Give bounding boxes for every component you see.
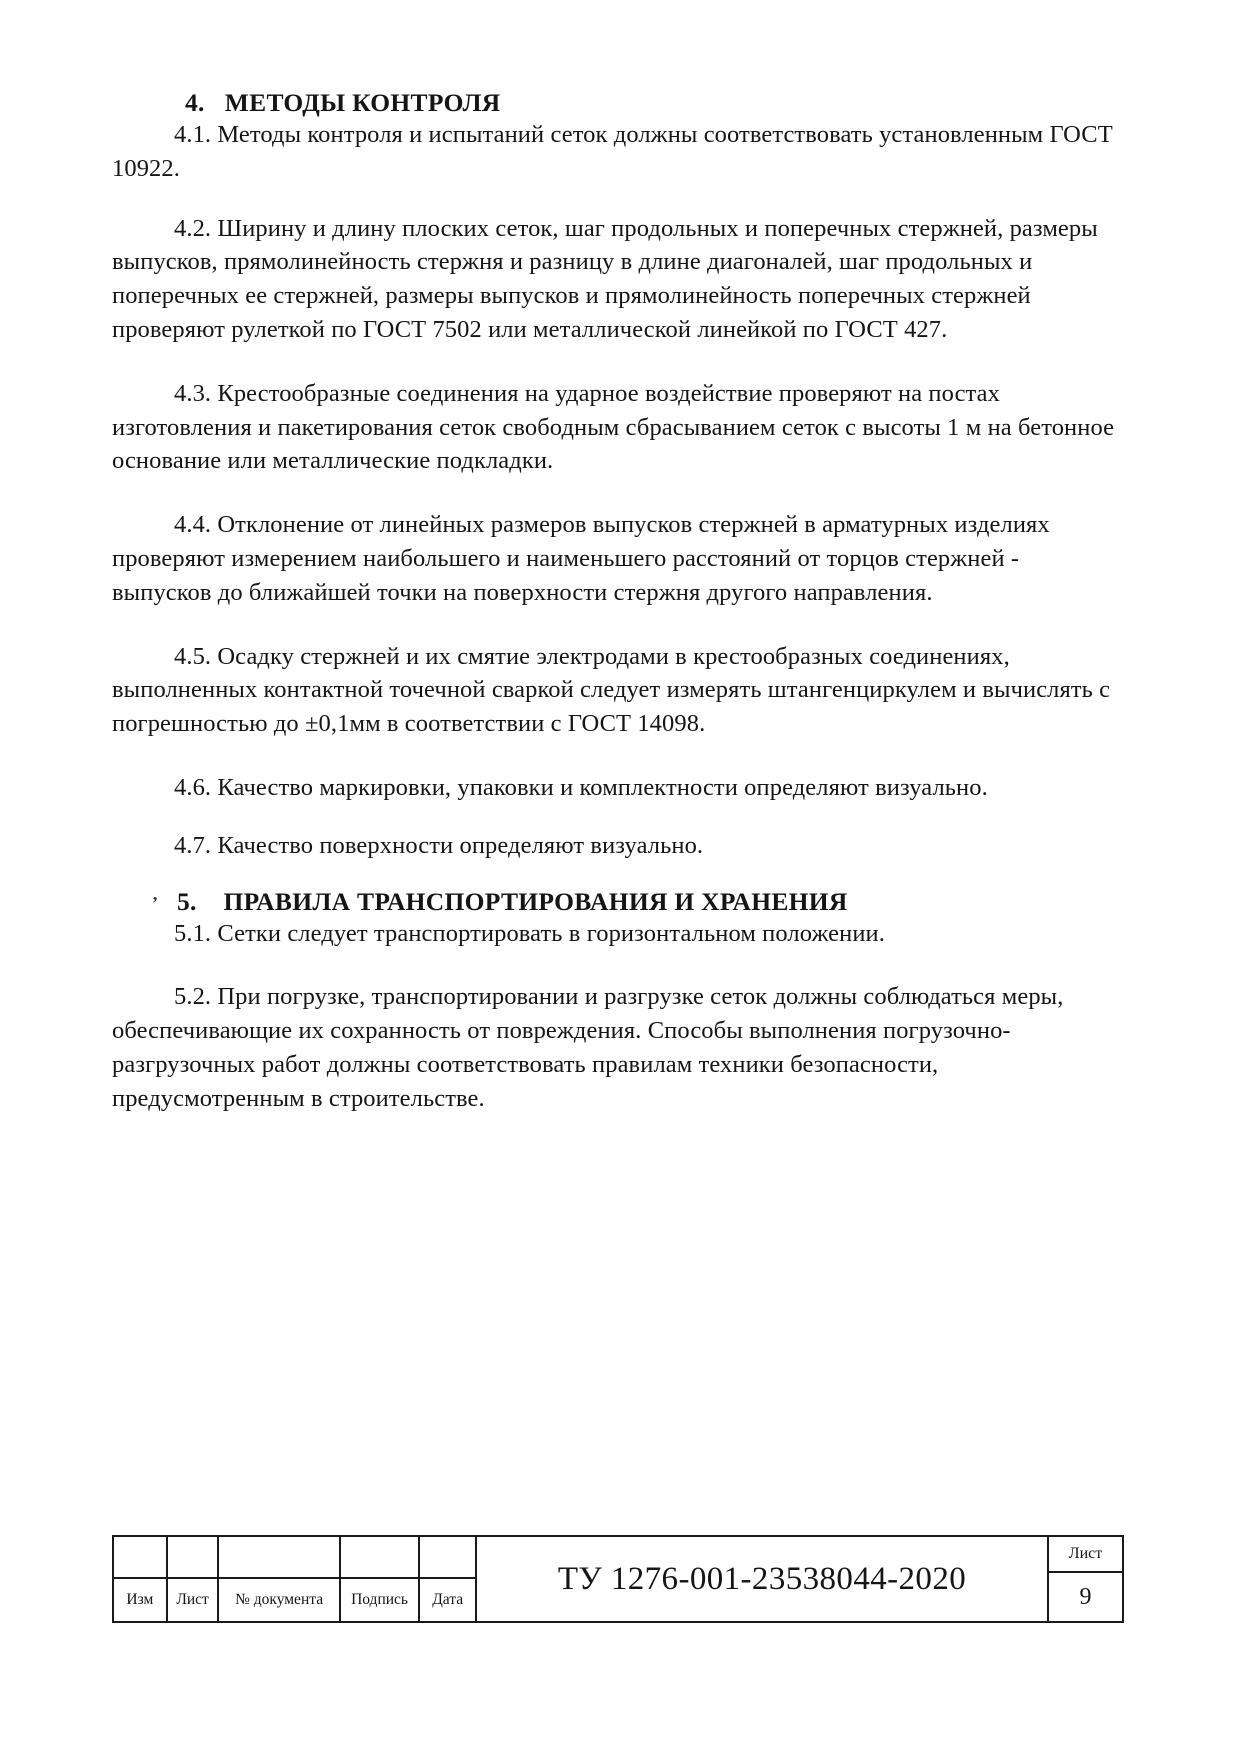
stamp-empty-cell-izm — [114, 1537, 168, 1577]
section-5-title: ПРАВИЛА ТРАНСПОРТИРОВАНИЯ И ХРАНЕНИЯ — [223, 886, 848, 916]
paragraph-4-2: 4.2. Ширину и длину плоских сеток, шаг продольных и поперечных стержней, размеры выпусков, прямолинейность стержня и разницу в длине диагоналей, шаг продольных и поперечных ее стержней, размеры выпусков и прямолинейность поперечных стержней проверяют рулеткой по ГОСТ 7502 или металлической линейкой по ГОСТ 427. — [112, 214, 1098, 343]
section-heading-4 — [112, 88, 1122, 118]
section-4-number: 4. — [185, 88, 205, 117]
document-body — [112, 88, 1122, 1142]
stamp-header-document: № документа — [219, 1579, 340, 1621]
paragraph-4-4: 4.4. Отклонение от линейных размеров выпусков стержней в арматурных изделиях проверяют измерением наибольшего и наименьшего расстояний от торцов стержней - выпусков до ближайшей точки на поверхности стержня другого направления. — [112, 511, 1050, 606]
stamp-empty-row — [114, 1537, 475, 1579]
sheet-block — [1049, 1537, 1122, 1621]
section-5-number: 5. — [177, 886, 197, 916]
stamp-empty-cell-date — [420, 1537, 475, 1577]
stamp-header-signature: Подпись — [341, 1579, 421, 1621]
paragraph-4-1: 4.1. Методы контроля и испытаний сеток должны соответствовать установленным ГОСТ 10922. — [112, 121, 1113, 182]
section-4-title: МЕТОДЫ КОНТРОЛЯ — [224, 88, 501, 117]
stamp-columns-group — [114, 1537, 477, 1621]
sheet-number: 9 — [1079, 1583, 1092, 1610]
paragraph-4-7: 4.7. Качество поверхности определяют визуально. — [174, 831, 704, 859]
title-block-stamp — [112, 1535, 1124, 1623]
paragraph-5-2: 5.2. При погрузке, транспортировании и разгрузке сеток должны соблюдаться меры, обеспечивающие их сохранность от повреждения. Способы выполнения погрузочно-разгрузочных работ должны соответствовать правилам техники безопасности, предусмотренным в строительстве. — [112, 983, 1064, 1112]
stamp-empty-cell-signature — [341, 1537, 421, 1577]
paragraph-5-1: 5.1. Сетки следует транспортировать в горизонтальном положении. — [174, 919, 885, 947]
stamp-header-izm: Изм — [114, 1579, 168, 1621]
paragraph-4-3: 4.3. Крестообразные соединения на ударное воздействие проверяют на постах изготовления и пакетирования сеток свободным сбрасыванием сеток с высоты 1 м на бетонное основание или металлические подкладки. — [112, 379, 1115, 475]
paragraph-4-6: 4.6. Качество маркировки, упаковки и комплектности определяют визуально. — [174, 773, 988, 801]
stamp-header-list: Лист — [168, 1579, 220, 1621]
paragraph-4-5: 4.5. Осадку стержней и их смятие электродами в крестообразных соединениях, выполненных контактной точечной сваркой следует измерять штангенциркулем и вычислять с погрешностью до ±0,1мм в соответствии с ГОСТ 14098. — [112, 642, 1111, 738]
section-heading-5 — [112, 887, 1122, 917]
stamp-header-date: Дата — [432, 1591, 464, 1608]
stamp-empty-cell-document — [219, 1537, 340, 1577]
stray-mark-icon: ʼ — [152, 892, 159, 913]
stamp-empty-cell-list — [168, 1537, 220, 1577]
stamp-header-row — [114, 1579, 475, 1621]
sheet-label: Лист — [1049, 1537, 1122, 1573]
document-designation: ТУ 1276-001-23538044-2020 — [477, 1537, 1049, 1621]
